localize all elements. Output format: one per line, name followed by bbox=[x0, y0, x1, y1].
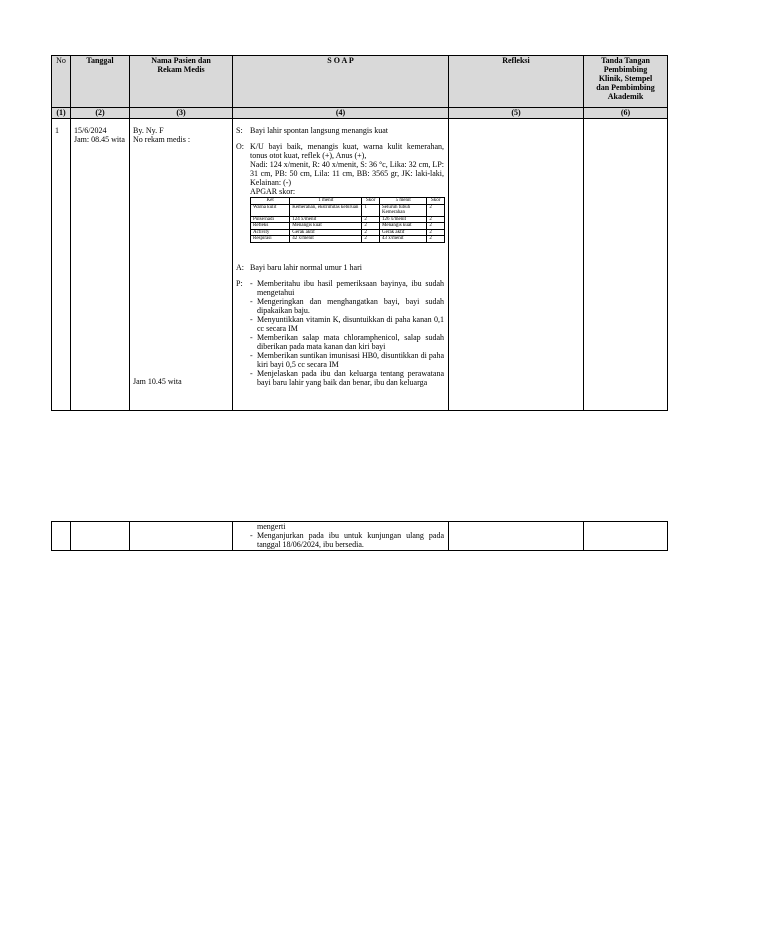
header-ttd-line1: Tanda Tangan bbox=[601, 56, 650, 65]
plan-item: - Menyuntikkan vitamin K, disuntuikkan di paha kanan 0,1 cc secara IM bbox=[250, 314, 444, 333]
apgar-cell: Refleks bbox=[251, 223, 290, 230]
col-number-5: (5) bbox=[449, 108, 584, 119]
cont-tanggal-cell bbox=[71, 522, 130, 551]
header-nama-line2: Rekam Medis bbox=[157, 65, 205, 74]
entry-refleksi-cell bbox=[449, 119, 584, 411]
apgar-title: APGAR skor: bbox=[250, 187, 296, 196]
apgar-head-skor5: Skor bbox=[427, 198, 445, 205]
s-text: Bayi lahir spontan langsung menangis kuat bbox=[250, 126, 388, 135]
plan-item-text: Memberitahu ibu hasil pemeriksaan bayinya, ibu sudah mengetahui bbox=[257, 278, 444, 297]
apgar-cell: Gerak aktif bbox=[290, 229, 362, 236]
plan-item-text: Menganjurkan pada ibu untuk kunjungan ulang pada tanggal 18/06/2024, ibu bersedia. bbox=[257, 531, 444, 549]
entry-row bbox=[52, 119, 668, 411]
plan-list bbox=[250, 279, 444, 387]
cont-refleksi-cell bbox=[449, 522, 584, 551]
second-time: Jam 10.45 wita bbox=[133, 377, 182, 386]
apgar-cell: 2 bbox=[427, 216, 445, 223]
soap-log-table-continued bbox=[51, 521, 668, 551]
apgar-cell: 2 bbox=[362, 223, 380, 230]
apgar-head-ket: Ket bbox=[251, 198, 290, 205]
apgar-cell: Gerak aktif bbox=[379, 229, 426, 236]
soap-objective bbox=[236, 142, 444, 196]
continuation-row bbox=[52, 522, 668, 551]
apgar-cell: Activity bbox=[251, 229, 290, 236]
plan-item-text: Memberikan suntikan imunisasi HB0, disuntikkan di paha kiri bayi 0,5 cc secara IM bbox=[257, 350, 444, 369]
apgar-cell: Seluruh tubuh Kemerahan bbox=[379, 204, 426, 216]
apgar-cell: 126 x/menit bbox=[379, 216, 426, 223]
header-refleksi: Refleksi bbox=[449, 56, 584, 108]
medical-record-label: No rekam medis : bbox=[133, 135, 191, 144]
plan-item: - Memberitahu ibu hasil pemeriksaan bayinya, ibu sudah mengetahui bbox=[250, 278, 444, 297]
o-label: O: bbox=[236, 142, 244, 151]
plan-item: - Menganjurkan pada ibu untuk kunjungan ulang pada tanggal 18/06/2024, ibu bersedia. bbox=[250, 531, 444, 549]
col-number-4: (4) bbox=[233, 108, 449, 119]
s-label: S: bbox=[236, 126, 243, 135]
apgar-row bbox=[251, 236, 445, 243]
plan-item-text: Memberikan salap mata chloramphenicol, salap sudah diberikan pada mata kanan dan kiri bayi bbox=[257, 332, 444, 351]
o-text-1: K/U bayi baik, menangis kuat, warna kulit kemerahan, tonus otot kuat, reflek (+), Anus (+), bbox=[250, 142, 444, 160]
apgar-cell: 2 bbox=[362, 216, 380, 223]
entry-tanggal-cell bbox=[71, 119, 130, 411]
col-number-3: (3) bbox=[130, 108, 233, 119]
cont-line1: mengerti bbox=[257, 522, 286, 531]
header-tanda-tangan bbox=[584, 56, 668, 108]
plan-item-text: Menjelaskan pada ibu dan keluarga tentang perawatana bayi baru lahir yang baik dan benar, ibu dan keluarga bbox=[257, 368, 444, 387]
plan-item: - Menjelaskan pada ibu dan keluarga tentang perawatana bayi baru lahir yang baik dan benar, ibu dan keluarga bbox=[250, 368, 444, 387]
entry-no: 1 bbox=[55, 126, 59, 135]
header-nama bbox=[130, 56, 233, 108]
apgar-cell: 43 x/menit bbox=[379, 236, 426, 243]
cont-nama-cell bbox=[130, 522, 233, 551]
soap-subjective bbox=[236, 126, 444, 135]
numbering-row bbox=[52, 108, 668, 119]
apgar-cell: Warna kulit bbox=[251, 204, 290, 216]
header-tanggal: Tanggal bbox=[71, 56, 130, 108]
apgar-cell: 42 x/menit bbox=[290, 236, 362, 243]
col-number-1: (1) bbox=[52, 108, 71, 119]
cont-no-cell bbox=[52, 522, 71, 551]
plan-item: - Memberikan salap mata chloramphenicol, salap sudah diberikan pada mata kanan dan kiri bayi bbox=[250, 332, 444, 351]
o-text-2: Nadi: 124 x/menit, R: 40 x/menit, S: 36 °c, Lika: 32 cm, LP: 31 cm, PB: 50 cm, Lila: 11 cm, BB: 3565 gr, JK: laki-laki, Kelainan: (-) bbox=[250, 160, 444, 187]
apgar-cell: 2 bbox=[427, 223, 445, 230]
soap-assessment bbox=[236, 263, 444, 272]
header-ttd-line2: Pembimbing bbox=[603, 65, 648, 74]
a-text: Bayi baru lahir normal umur 1 hari bbox=[250, 262, 362, 272]
plan-item: - Memberikan suntikan imunisasi HB0, disuntikkan di paha kiri bayi 0,5 cc secara IM bbox=[250, 350, 444, 369]
apgar-cell: 2 bbox=[427, 236, 445, 243]
header-ttd-line5: Akademik bbox=[607, 92, 644, 101]
header-row bbox=[52, 56, 668, 108]
apgar-cell: 124 x/menit bbox=[290, 216, 362, 223]
header-ttd-line3: Klinik, Stempel bbox=[598, 74, 653, 83]
entry-date: 15/6/2024 bbox=[74, 126, 107, 135]
p-label: P: bbox=[236, 278, 243, 288]
plan-item-text: Mengeringkan dan menghangatkan bayi, bayi sudah dipakaikan baju. bbox=[257, 296, 444, 315]
apgar-head-1min: 1 menit bbox=[290, 198, 362, 205]
entry-time: Jam: 08.45 wita bbox=[74, 135, 125, 144]
entry-soap-cell bbox=[233, 119, 449, 411]
entry-nama-cell bbox=[130, 119, 233, 411]
apgar-row bbox=[251, 204, 445, 216]
col-number-6: (6) bbox=[584, 108, 668, 119]
soap-plan bbox=[236, 279, 444, 387]
apgar-cell: 2 bbox=[362, 236, 380, 243]
apgar-cell: Menangis kuat bbox=[290, 223, 362, 230]
apgar-cell: Kemerahan, ekstrimitas kebiruan bbox=[290, 204, 362, 216]
apgar-cell: Pulse/nadi bbox=[251, 216, 290, 223]
apgar-head-5min: 5 menit bbox=[379, 198, 426, 205]
entry-signature-cell bbox=[584, 119, 668, 411]
cont-plan-list bbox=[250, 531, 444, 549]
header-soap: S O A P bbox=[233, 56, 449, 108]
cont-soap-cell bbox=[233, 522, 449, 551]
apgar-head-skor1: Skor bbox=[362, 198, 380, 205]
col-number-2: (2) bbox=[71, 108, 130, 119]
apgar-table bbox=[250, 197, 445, 243]
entry-no-cell bbox=[52, 119, 71, 411]
apgar-cell: Menangis kuat bbox=[379, 223, 426, 230]
apgar-cell: Respirasi bbox=[251, 236, 290, 243]
header-ttd-line4: dan Pembimbing bbox=[596, 83, 655, 92]
a-label: A: bbox=[236, 262, 244, 272]
patient-name: By. Ny. F bbox=[133, 126, 164, 135]
soap-log-table bbox=[51, 55, 668, 411]
apgar-cell: 2 bbox=[427, 204, 445, 216]
header-nama-line1: Nama Pasien dan bbox=[151, 56, 211, 65]
plan-item: - Mengeringkan dan menghangatkan bayi, bayi sudah dipakaikan baju. bbox=[250, 296, 444, 315]
cont-signature-cell bbox=[584, 522, 668, 551]
header-no: No bbox=[52, 56, 71, 108]
apgar-cell: 1 bbox=[362, 204, 380, 216]
apgar-cell: 2 bbox=[427, 229, 445, 236]
apgar-cell: 2 bbox=[362, 229, 380, 236]
plan-item-text: Menyuntikkan vitamin K, disuntuikkan di paha kanan 0,1 cc secara IM bbox=[257, 314, 444, 333]
